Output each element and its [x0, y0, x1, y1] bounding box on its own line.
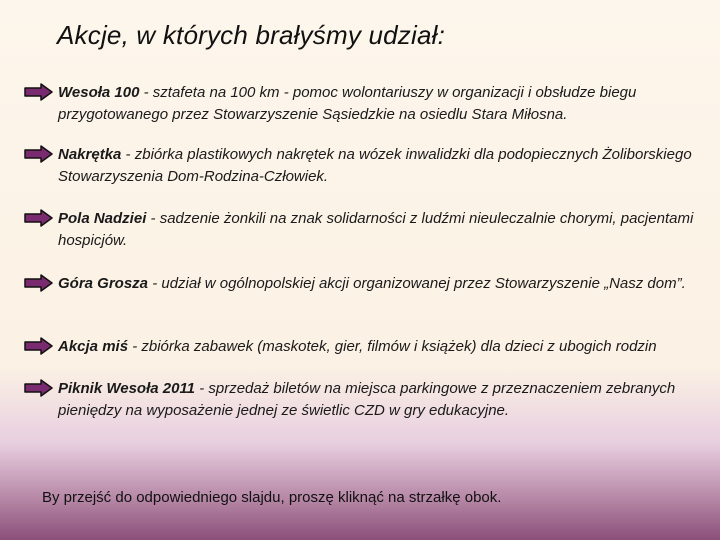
item-name: Nakrętka	[58, 146, 122, 163]
item-description: - zbiórka plastikowych nakrętek na wózek inwalidzki dla podopiecznych Żoliborskiego Stowarzyszenia Dom-Rodzina-Człowiek.	[58, 146, 692, 185]
item-name: Góra Grosza	[58, 275, 149, 292]
item-name: Piknik Wesoła 2011	[58, 380, 196, 397]
item-text	[58, 82, 706, 126]
item-description: - udział w ogólnopolskiej akcji organizowanej przez Stowarzyszenie „Nasz dom”.	[148, 275, 686, 292]
item-description: - sztafeta na 100 km - pomoc wolontariuszy w organizacji i obsłudze biegu przygotowanego przez Stowarzyszenie Sąsiedzkie na osiedlu Stara Miłosna.	[58, 84, 637, 123]
right-arrow-icon[interactable]	[24, 379, 54, 397]
right-arrow-icon[interactable]	[24, 145, 54, 163]
item-text	[58, 378, 706, 422]
item-name: Wesoła 100	[58, 84, 140, 101]
navigation-hint: By przejść do odpowiedniego slajdu, proszę kliknąć na strzałkę obok.	[42, 489, 502, 506]
item-text	[58, 336, 657, 358]
item-text	[58, 273, 706, 295]
right-arrow-icon[interactable]	[24, 209, 54, 227]
right-arrow-icon[interactable]	[24, 274, 54, 292]
item-description: - sprzedaż biletów na miejsca parkingowe z przeznaczeniem zebranych pieniędzy na wyposażenie jednej ze świetlic CZD w gry edukacyjne.	[58, 380, 676, 419]
item-description: - sadzenie żonkili na znak solidarności z ludźmi nieuleczalnie chorymi, pacjentami hospicjów.	[58, 210, 694, 249]
right-arrow-icon[interactable]	[24, 83, 54, 101]
right-arrow-icon[interactable]	[24, 337, 54, 355]
item-description: - zbiórka zabawek (maskotek, gier, filmów i książek) dla dzieci z ubogich rodzin	[128, 338, 657, 355]
slide-title: Akcje, w których brałyśmy udział:	[57, 20, 446, 50]
item-name: Pola Nadziei	[58, 210, 147, 227]
item-text	[58, 144, 706, 188]
item-text	[58, 208, 706, 252]
item-name: Akcja miś	[58, 338, 129, 355]
